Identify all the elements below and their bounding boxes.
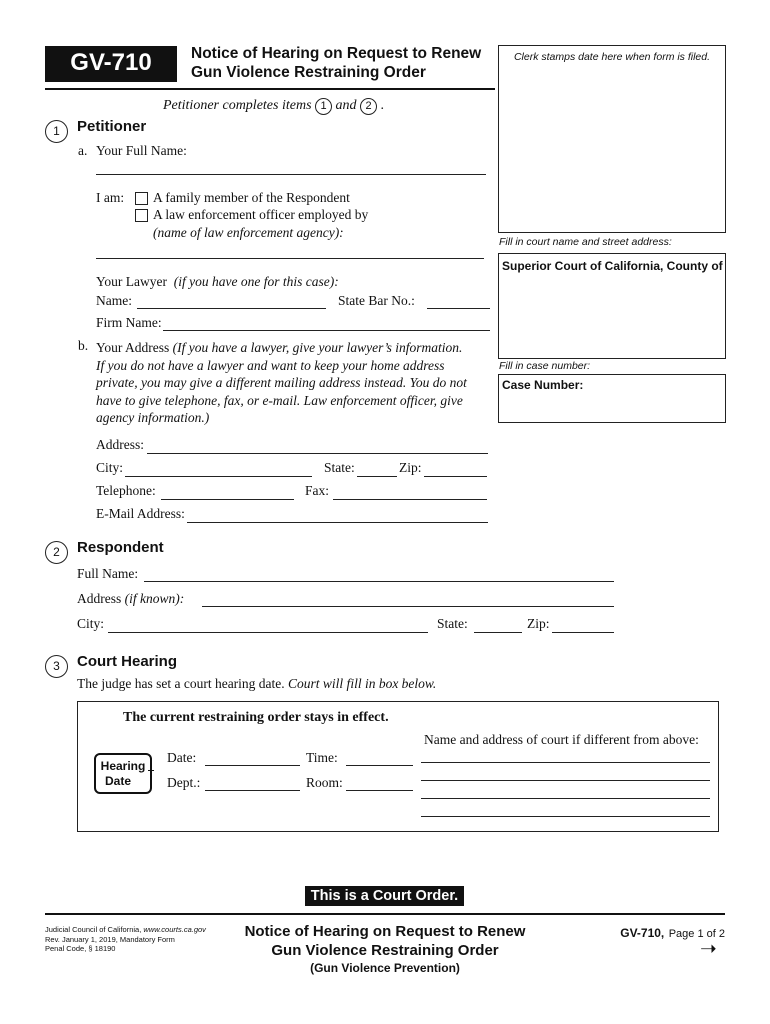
footer-page: Page 1 of 2: [668, 928, 725, 940]
fax-label: Fax:: [305, 483, 330, 498]
agency-label: (name of law enforcement agency):: [153, 225, 344, 240]
lawyer-label: [96, 274, 339, 290]
hearing-date-label: Date:: [167, 750, 197, 765]
hearing-time-label: Time:: [306, 750, 338, 765]
full-name-line[interactable]: [96, 174, 486, 175]
address-note-5: agency information.): [96, 410, 210, 425]
court-name-label: Fill in court name and street address:: [499, 236, 672, 248]
section1-number: 1: [45, 120, 68, 143]
law-enforcement-checkbox[interactable]: [135, 209, 148, 222]
state-bar-line[interactable]: [427, 308, 490, 309]
address-note-1: (If you have a lawyer, give your lawyer’s information.: [172, 340, 463, 355]
section3-title: Court Hearing: [77, 653, 178, 670]
agency-line[interactable]: [96, 258, 484, 259]
order-stays-text: The current restraining order stays in effect.: [123, 710, 389, 725]
next-page-arrow-icon: ➝: [700, 938, 717, 960]
case-number-label: Fill in case number:: [499, 360, 591, 372]
intro-period: .: [380, 98, 385, 113]
respondent-address-label: [77, 591, 184, 607]
i-am-label: I am:: [96, 190, 125, 205]
address-instructions: [96, 339, 467, 427]
hearing-desc-plain: The judge has set a court hearing date.: [77, 676, 285, 691]
court-address-line-2[interactable]: [421, 780, 710, 781]
firm-name-label: Firm Name:: [96, 315, 162, 330]
full-name-label: Your Full Name:: [96, 143, 187, 158]
lawyer-note: (if you have one for this case):: [173, 274, 339, 289]
section2-title: Respondent: [77, 539, 164, 556]
hearing-description: [77, 676, 436, 692]
intro-and: and: [335, 98, 357, 113]
respondent-city-line[interactable]: [108, 632, 428, 633]
footer-council: Judicial Council of California,: [45, 925, 142, 934]
footer-council-url[interactable]: www.courts.ca.gov: [143, 925, 206, 934]
email-label: E-Mail Address:: [96, 506, 185, 521]
zip-line[interactable]: [424, 476, 487, 477]
case-number-text: Case Number:: [502, 378, 584, 392]
intro-text: [163, 98, 384, 115]
clerk-stamp-box: [498, 45, 726, 233]
firm-name-line[interactable]: [163, 330, 490, 331]
address-note-4: have to give telephone, fax, or e-mail. Law enforcement officer, give: [96, 392, 463, 408]
footer-title: [230, 922, 540, 976]
telephone-line[interactable]: [161, 499, 294, 500]
hearing-tag-line2: Date: [104, 774, 131, 788]
address-intro: Your Address: [96, 340, 170, 355]
hearing-room-label: Room:: [306, 775, 343, 790]
family-member-checkbox[interactable]: [135, 192, 148, 205]
court-address-line-3[interactable]: [421, 798, 710, 799]
state-bar-label: State Bar No.:: [338, 293, 415, 308]
hearing-dept-line[interactable]: [205, 790, 300, 791]
section2-number: 2: [45, 541, 68, 564]
hearing-room-line[interactable]: [346, 790, 413, 791]
respondent-state-label: State:: [437, 616, 468, 631]
section1-title: Petitioner: [77, 118, 147, 135]
hearing-desc-italic: Court will fill in box below.: [288, 676, 437, 691]
respondent-address-text: Address: [77, 591, 122, 606]
state-line[interactable]: [357, 476, 397, 477]
address-note-3: private, you may give a different mailing address instead. You do not: [96, 375, 467, 390]
intro-circle-1: 1: [315, 98, 332, 115]
court-name-address-label: Name and address of court if different from above:: [424, 732, 699, 747]
lawyer-name-line[interactable]: [137, 308, 326, 309]
hearing-tag-line1: Hearing: [100, 759, 146, 773]
hearing-dept-label: Dept.:: [167, 775, 201, 790]
lawyer-name-label: Name:: [96, 293, 132, 308]
footer-left: [45, 925, 206, 954]
address-label: Address:: [96, 437, 144, 452]
section1-a-letter: a.: [78, 143, 88, 158]
respondent-city-label: City:: [77, 616, 105, 631]
footer-form-id: GV-710,: [620, 926, 665, 940]
law-enforcement-label: A law enforcement officer employed by: [153, 207, 369, 222]
court-address-line-4[interactable]: [421, 816, 710, 817]
city-label: City:: [96, 460, 124, 475]
city-line[interactable]: [125, 476, 312, 477]
footer-rev: Rev. January 1, 2019, Mandatory Form: [45, 934, 175, 944]
section3-number: 3: [45, 655, 68, 678]
email-line[interactable]: [187, 522, 488, 523]
clerk-stamp-text: Clerk stamps date here when form is filed.: [513, 51, 711, 63]
lawyer-label-text: Your Lawyer: [96, 274, 167, 289]
respondent-zip-line[interactable]: [552, 632, 614, 633]
respondent-name-label: Full Name:: [77, 566, 139, 581]
telephone-label: Telephone:: [96, 483, 156, 498]
intro-text-before: Petitioner completes items: [163, 98, 312, 113]
state-label: State:: [324, 460, 355, 475]
address-note-2: If you do not have a lawyer and want to keep your home address: [96, 357, 445, 373]
footer-title-line3: (Gun Violence Prevention): [310, 961, 460, 975]
intro-circle-2: 2: [360, 98, 377, 115]
footer-rule: [45, 913, 725, 915]
footer-penal: Penal Code, § 18190: [45, 944, 116, 953]
respondent-name-line[interactable]: [144, 581, 614, 582]
family-member-label: A family member of the Respondent: [153, 190, 350, 205]
section1-b-letter: b.: [78, 338, 89, 353]
footer-title-line2: Gun Violence Restraining Order: [271, 942, 499, 959]
hearing-time-line[interactable]: [346, 765, 413, 766]
form-title-line1: Notice of Hearing on Request to Renew: [191, 45, 482, 62]
footer-title-line1: Notice of Hearing on Request to Renew: [244, 923, 526, 940]
respondent-zip-label: Zip:: [527, 616, 550, 631]
respondent-address-line[interactable]: [202, 606, 614, 607]
respondent-address-note: (if known):: [124, 591, 185, 606]
address-line[interactable]: [147, 453, 488, 454]
zip-label: Zip:: [399, 460, 422, 475]
court-address-line-1[interactable]: [421, 762, 710, 763]
header-rule: [45, 88, 495, 90]
form-title-line2: Gun Violence Restraining Order: [191, 64, 426, 81]
court-order-banner: This is a Court Order.: [305, 886, 464, 906]
form-id: GV-710: [70, 49, 152, 76]
fax-line[interactable]: [333, 499, 487, 500]
respondent-state-line[interactable]: [474, 632, 522, 633]
hearing-date-line[interactable]: [205, 765, 300, 766]
court-name-text: Superior Court of California, County of: [502, 259, 723, 273]
